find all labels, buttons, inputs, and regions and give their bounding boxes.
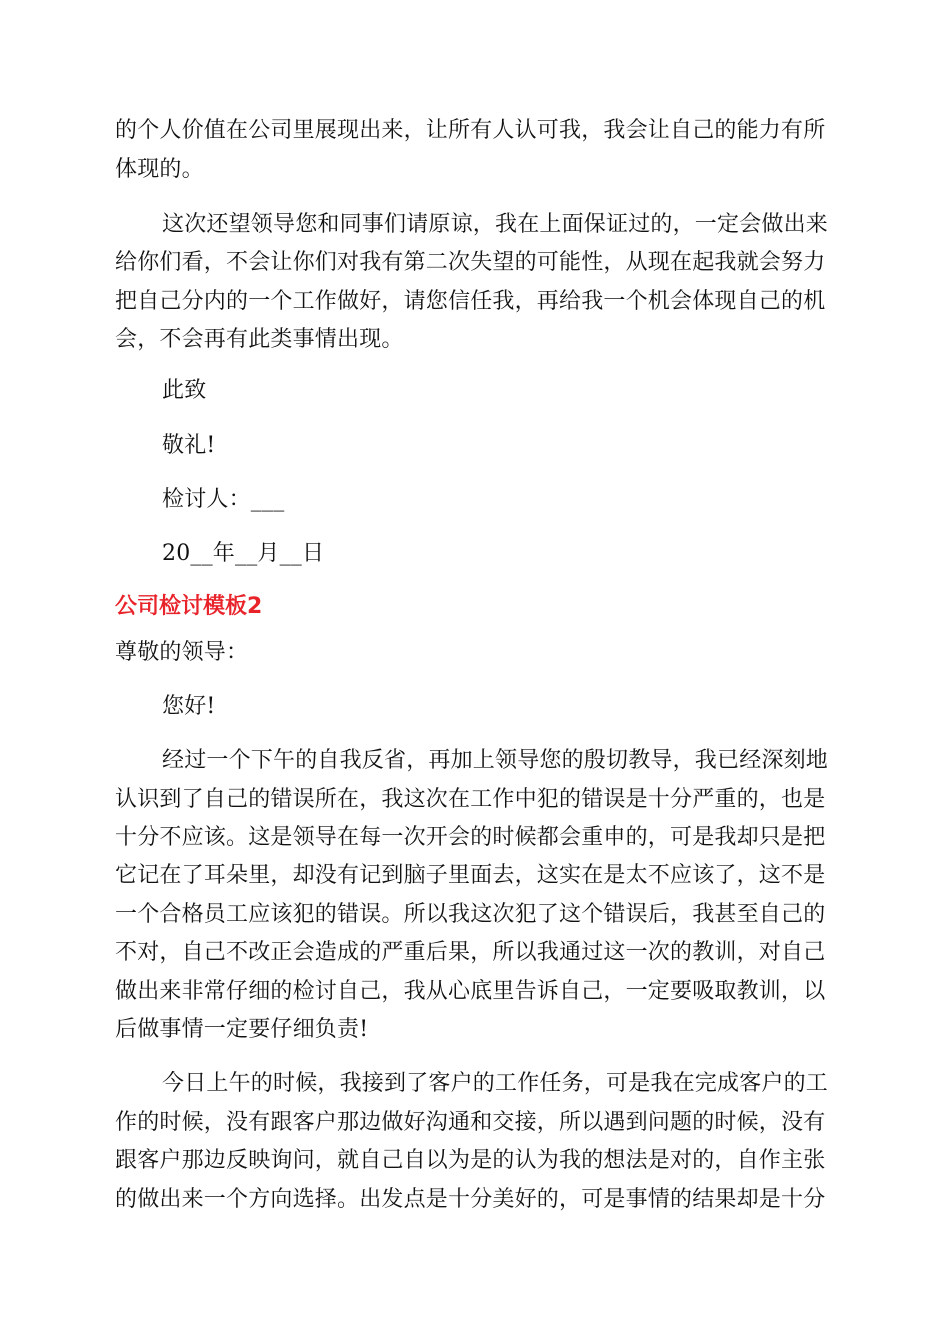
body-text-line: 会，不会再有此类事情出现。 — [115, 327, 404, 352]
body-text-line: 这次还望领导您和同事们请原谅，我在上面保证过的，一定会做出来 — [162, 212, 829, 237]
body-text-line: 十分不应该。这是领导在每一次开会的时候都会重申的，可是我却只是把 — [115, 825, 826, 850]
body-text-line: 不对，自己不改正会造成的严重后果，所以我通过这一次的教训，对自己 — [115, 940, 826, 965]
closing-salute: 此致 — [162, 378, 207, 403]
body-text-line: 做出来非常仔细的检讨自己，我从心底里告诉自己，一定要吸取教训，以 — [115, 979, 826, 1004]
body-text-line: 把自己分内的一个工作做好，请您信任我，再给我一个机会体现自己的机 — [115, 289, 826, 314]
body-text-line: 经过一个下午的自我反省，再加上领导您的殷切教导，我已经深刻地 — [162, 748, 829, 773]
body-text-line: 它记在了耳朵里，却没有记到脑子里面去，这实在是太不应该了，这不是 — [115, 863, 826, 888]
body-text-line: 今日上午的时候，我接到了客户的工作任务，可是我在完成客户的工 — [162, 1071, 829, 1096]
greeting: 您好! — [162, 694, 216, 719]
body-text-line: 认识到了自己的错误所在，我这次在工作中犯的错误是十分严重的，也是 — [115, 787, 826, 812]
section-heading: 公司检讨模板2 — [115, 594, 263, 619]
body-text-line: 跟客户那边反映询问，就自己自以为是的认为我的想法是对的，自作主张 — [115, 1148, 826, 1173]
salutation: 尊敬的领导： — [115, 640, 249, 665]
signer-line: 检讨人：___ — [162, 487, 285, 512]
body-text-line: 的做出来一个方向选择。出发点是十分美好的，可是事情的结果却是十分 — [115, 1187, 826, 1212]
body-text-line: 作的时候，没有跟客户那边做好沟通和交接，所以遇到问题的时候，没有 — [115, 1110, 826, 1135]
body-text-line: 体现的。 — [115, 157, 204, 182]
body-text-line: 后做事情一定要仔细负责! — [115, 1017, 369, 1042]
body-text-line: 一个合格员工应该犯的错误。所以我这次犯了这个错误后，我甚至自己的 — [115, 902, 826, 927]
body-text-line: 给你们看，不会让你们对我有第二次失望的可能性，从现在起我就会努力 — [115, 250, 826, 275]
closing-regards: 敬礼! — [162, 433, 216, 458]
body-text-line: 的个人价值在公司里展现出来，让所有人认可我，我会让自己的能力有所 — [115, 118, 826, 143]
date-line: 20__年__月__日 — [162, 541, 325, 566]
